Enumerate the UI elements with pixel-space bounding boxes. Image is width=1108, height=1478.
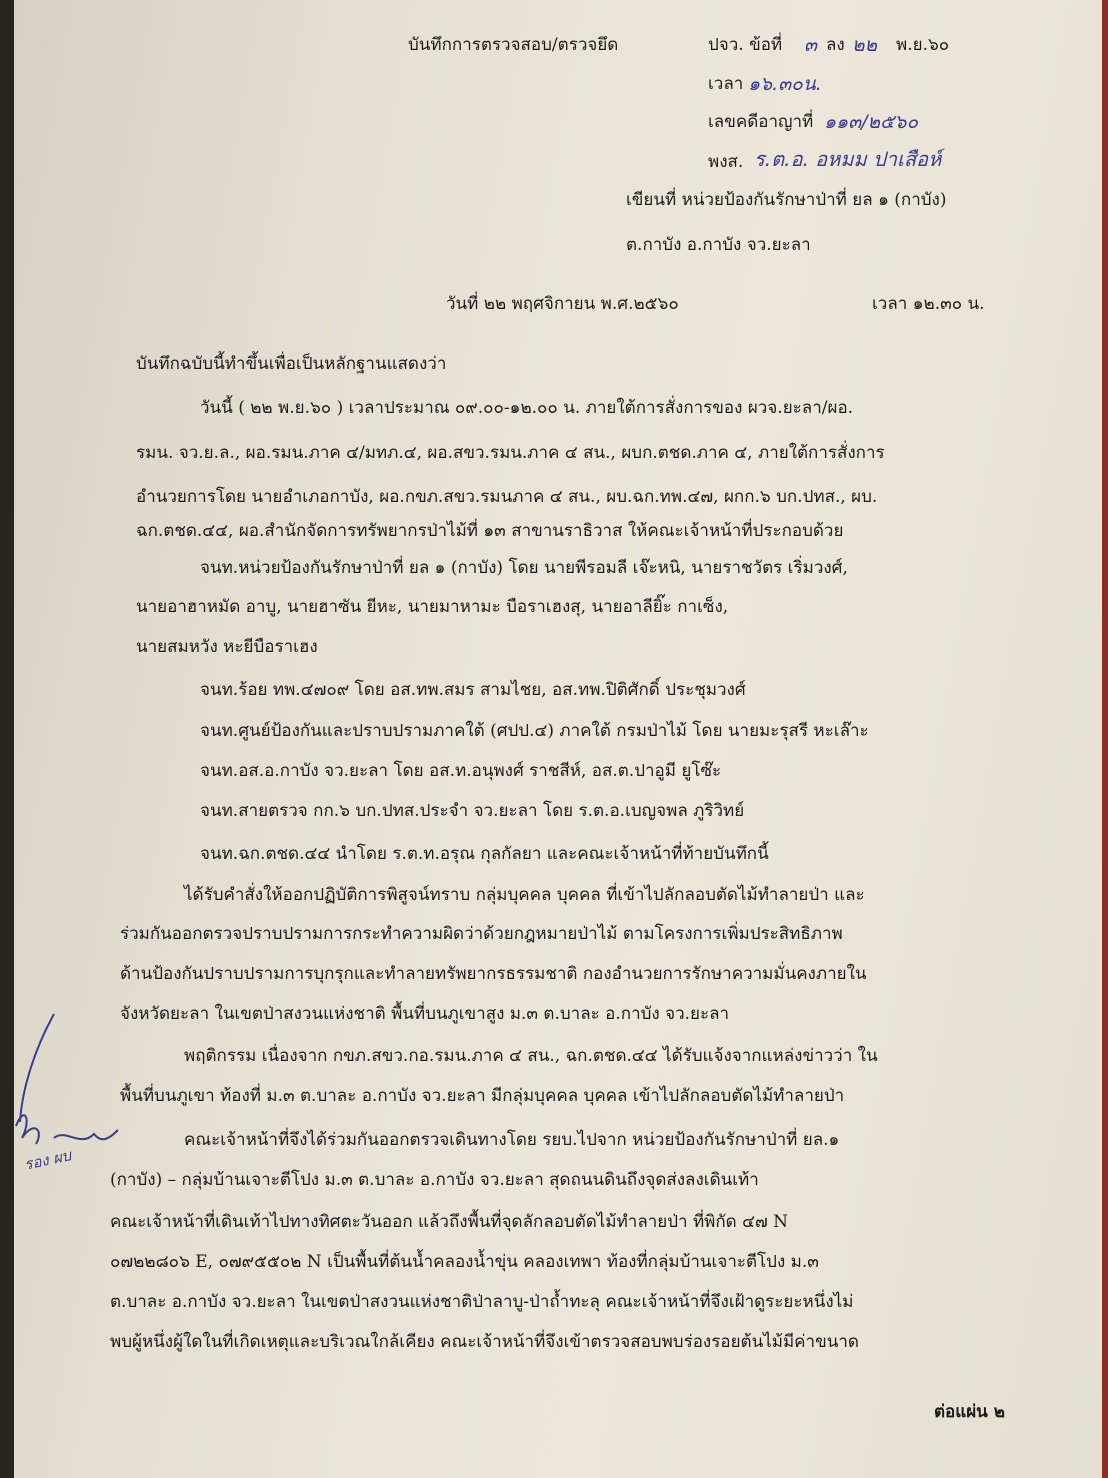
officer-label: พงส. (708, 152, 744, 172)
pjw-no-handwritten: ๓ (804, 34, 817, 56)
pjw-label: ปจว. ข้อที่ (708, 35, 783, 55)
body-line: จนท.ฉก.ตชด.๔๔ นำโดย ร.ต.ท.อรุณ กุลกัลยา และคณะเจ้าหน้าที่ท้ายบันทึกนี้ (200, 844, 769, 864)
body-line: จนท.ร้อย ทพ.๔๗๐๙ โดย อส.ทพ.สมร สามไชย, อส.ทพ.ปิติศักดิ์ ประชุมวงศ์ (200, 680, 746, 700)
continued-page-note: ต่อแผ่น ๒ (934, 1402, 1005, 1422)
time-handwritten: ๑๖.๓๐น. (748, 73, 822, 95)
margin-signature (14, 1010, 124, 1230)
body-line: ๐๗๒๒๘๐๖ E, ๐๗๙๕๕๐๒ N เป็นพื้นที่ต้นน้ำคลองน้ำขุ่น คลองเทพา ท้องที่กลุ่มบ้านเจาะตีโปง ม.๓ (110, 1252, 819, 1272)
body-line: จนท.สายตรวจ กก.๖ บก.ปทส.ประจำ จว.ยะลา โดย ร.ต.อ.เบญจพล ภูริวิทย์ (200, 801, 745, 821)
red-folder-edge (1102, 0, 1108, 1478)
pjw-date-label: ลง (826, 35, 845, 55)
pjw-date-handwritten: ๒๒ (852, 34, 878, 56)
document-page (14, 0, 1108, 1478)
location: ต.กาบัง อ.กาบัง จว.ยะลา (626, 235, 811, 255)
body-line: บันทึกฉบับนี้ทำขึ้นเพื่อเป็นหลักฐานแสดงว่า (136, 354, 447, 374)
case-number-handwritten: ๑๑๓/๒๕๖๐ (824, 111, 919, 133)
body-line: คณะเจ้าหน้าที่เดินเท้าไปทางทิศตะวันออก แล้วถึงพื้นที่จุดลักลอบตัดไม้ทำลายป่า ที่พิกัด ๔๗ N (110, 1212, 789, 1232)
body-line: พฤติกรรม เนื่องจาก กขภ.สขว.กอ.รมน.ภาค ๔ สน., ฉก.ตชด.๔๔ ได้รับแจ้งจากแหล่งข่าวว่า ใน (184, 1046, 878, 1066)
body-line: อำนวยการโดย นายอำเภอกาบัง, ผอ.กขภ.สขว.รมนภาค ๔ สน., ผบ.ฉก.ทพ.๔๗, ผกก.๖ บก.ปทส., ผบ. (136, 487, 878, 507)
body-line: จนท.ศูนย์ป้องกันและปราบปรามภาคใต้ (ศปป.๔) ภาคใต้ กรมป่าไม้ โดย นายมะรุสรี หะเล๊าะ (200, 721, 869, 741)
margin-note-text: รอง ผบ (22, 1146, 73, 1174)
written-at: เขียนที่ หน่วยป้องกันรักษาป่าที่ ยล ๑ (กาบัง) (626, 190, 947, 210)
document-time: เวลา ๑๒.๓๐ น. (872, 294, 985, 314)
document-title: บันทึกการตรวจสอบ/ตรวจยึด (408, 35, 619, 55)
body-line: วันนี้ ( ๒๒ พ.ย.๖๐ ) เวลาประมาณ ๐๙.๐๐-๑๒.๐๐ น. ภายใต้การสั่งการของ ผวจ.ยะลา/ผอ. (200, 398, 854, 418)
body-line: ได้รับคำสั่งให้ออกปฏิบัติการพิสูจน์ทราบ กลุ่มบุคคล บุคคล ที่เข้าไปลักลอบตัดไม้ทำลายป่า และ (184, 885, 865, 905)
pjw-month: พ.ย.๖๐ (896, 35, 950, 55)
body-line: จังหวัดยะลา ในเขตป่าสงวนแห่งชาติ พื้นที่บนภูเขาสูง ม.๓ ต.บาละ อ.กาบัง จว.ยะลา (120, 1004, 730, 1024)
body-line: นายสมหวัง หะยีบือราเฮง (136, 637, 318, 657)
body-line: ร่วมกันออกตรวจปราบปรามการกระทำความผิดว่าด้วยกฎหมายป่าไม้ ตามโครงการเพิ่มประสิทธิภาพ (120, 924, 843, 944)
body-line: คณะเจ้าหน้าที่จึงได้ร่วมกันออกตรวจเดินทางโดย รยบ.ไปจาก หน่วยป้องกันรักษาป่าที่ ยล.๑ (184, 1130, 840, 1150)
document-date: วันที่ ๒๒ พฤศจิกายน พ.ศ.๒๕๖๐ (446, 294, 679, 314)
body-line: พบผู้หนึ่งผู้ใดในที่เกิดเหตุและบริเวณใกล้เคียง คณะเจ้าหน้าที่จึงเข้าตรวจสอบพบร่องรอยต้นไม้มีค่าขนาด (110, 1332, 859, 1352)
time-label: เวลา (708, 74, 744, 94)
body-line: (กาบัง) – กลุ่มบ้านเจาะตีโปง ม.๓ ต.บาละ อ.กาบัง จว.ยะลา สุดถนนดินถึงจุดส่งลงเดินเท้า (110, 1170, 759, 1190)
body-line: จนท.หน่วยป้องกันรักษาป่าที่ ยล ๑ (กาบัง) โดย นายพีรอมลี เจ๊ะหนิ, นายราชวัตร เริ่มวงศ์, (200, 558, 848, 578)
body-line: ต.บาละ อ.กาบัง จว.ยะลา ในเขตป่าสงวนแห่งชาติป่าลาบู-ป่าถ้ำทะลุ คณะเจ้าหน้าที่จึงเฝ้าดูระยะหนึ่งไม่ (110, 1292, 854, 1312)
body-line: พื้นที่บนภูเขา ท้องที่ ม.๓ ต.บาละ อ.กาบัง จว.ยะลา มีกลุ่มบุคคล บุคคล เข้าไปลักลอบตัดไม้ทำลายป่า (120, 1086, 845, 1106)
body-line: รมน. จว.ย.ล., ผอ.รมน.ภาค ๔/มทภ.๔, ผอ.สขว.รมน.ภาค ๔ สน., ผบก.ตชด.ภาค ๔, ภายใต้การสั่งการ (136, 443, 885, 463)
body-line: ด้านป้องกันปราบปรามการบุกรุกและทำลายทรัพยากรธรรมชาติ กองอำนวยการรักษาความมั่นคงภายใน (120, 964, 867, 984)
body-line: นายอาฮาหมัด อาบู, นายฮาซัน ยีหะ, นายมาหามะ บือราเฮงสุ, นายอาลียิ๊ะ กาเซ็ง, (136, 597, 729, 617)
body-line: จนท.อส.อ.กาบัง จว.ยะลา โดย อส.ท.อนุพงศ์ ราชสีห์, อส.ต.ปาอูมี ยูโซ๊ะ (200, 761, 722, 781)
officer-handwritten: ร.ต.อ. อหมม ปาเสือห์ (754, 147, 942, 171)
body-line: ฉก.ตชด.๔๔, ผอ.สำนักจัดการทรัพยากรป่าไม้ที่ ๑๓ สาขานราธิวาส ให้คณะเจ้าหน้าที่ประกอบด้วย (136, 521, 844, 541)
case-label: เลขคดีอาญาที่ (708, 112, 814, 132)
